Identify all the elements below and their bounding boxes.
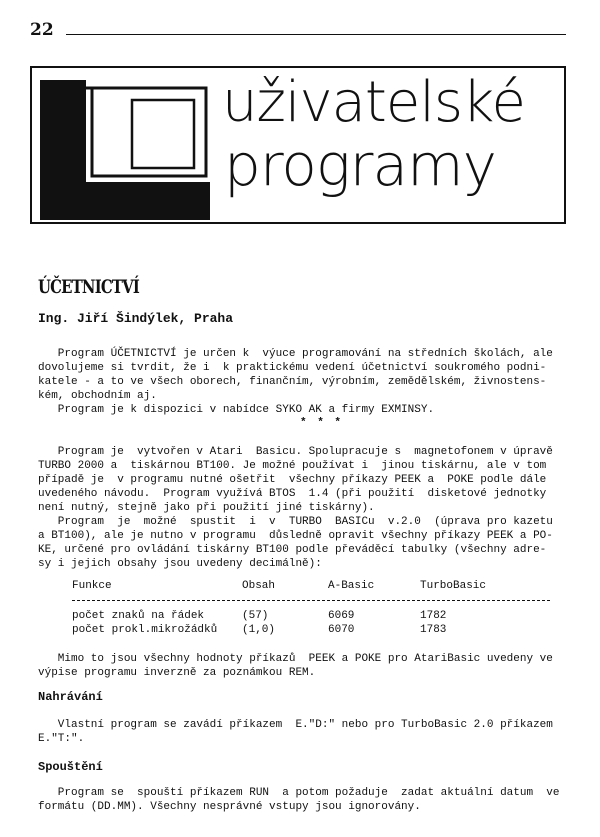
table-row [72,610,552,624]
table-cell: (1,0) [242,624,276,636]
article-title: ÚČETNICTVÍ [38,276,139,298]
section-banner [30,66,566,224]
banner-title-line1: uživatelské [222,70,525,135]
banner-logo-icon [40,80,210,220]
table-header-cell: Obsah [242,580,276,592]
section-separator-stars: * * * [300,417,344,429]
table-row [72,624,552,638]
table-header-row [72,580,552,594]
table-cell: počet prokl.mikrožádků [72,624,218,636]
banner-title-line2: programy [224,131,496,199]
body-paragraph: Program je vytvořen v Atari Basicu. Spolupracuje s magnetofonem v úpravě TURBO 2000 a tiskárnou BT100. Je možné používat i jinou tiskárnu, ale v tom případě je v programu nutné ošetřit všechny příkazy PEEK a POKE podle dále uvedeného návodu. Program využívá BTOS 1.4 (při použití disketové jednotky není nutný, stejně jako při použití jiné tiskárny). Program je možné spustit i v TURBO BASICu v.2.0 (úprava pro kazetu a BT100), ale je nutno v programu důsledně opravit všechny příkazy PEEK a PO- KE, určené pro ovládání tiskárny BT100 podle převáděcí tabulky (všechny adre- sy i jejich obsahy jsou uvedeny decimálně): [38,446,553,570]
table-cell: (57) [242,610,269,622]
table-cell: počet znaků na řádek [72,610,205,622]
table-header-cell: Funkce [72,580,112,592]
table-header-cell: TurboBasic [420,580,487,592]
running-paragraph: Program se spouští příkazem RUN a potom požaduje zadat aktuální datum ve formátu (DD.MM). Všechny nesprávné vstupy jsou ignorovány. [38,787,560,813]
table-cell: 6070 [328,624,355,636]
table-cell: 1782 [420,610,447,622]
loading-paragraph: Vlastní program se zavádí příkazem E."D:" nebo pro TurboBasic 2.0 příkazem E."T:". [38,719,553,745]
header-rule [66,34,566,35]
article-author: Ing. Jiří Šindýlek, Praha [38,311,234,326]
table-cell: 1783 [420,624,447,636]
table-header-cell: A-Basic [328,580,375,592]
page-number: 22 [30,20,54,40]
note-paragraph: Mimo to jsou všechny hodnoty příkazů PEEK a POKE pro AtariBasic uvedeny ve výpise programu inverzně za poznámkou REM. [38,653,553,679]
table-divider [72,600,550,601]
section-heading-running: Spouštění [38,760,103,774]
section-heading-loading: Nahrávání [38,690,103,704]
intro-paragraph: Program ÚČETNICTVÍ je určen k výuce programování na středních školách, ale dovolujeme si tvrdit, že i k praktickému vedení účetnictví soukromého podni- katele - a to ve všech oborech, finančním, výrobním, zemědělském, živnostens- kém, obchodním aj. Program je k dispozici v nabídce SYKO AK a firmy EXMINSY. [38,348,553,416]
table-cell: 6069 [328,610,355,622]
